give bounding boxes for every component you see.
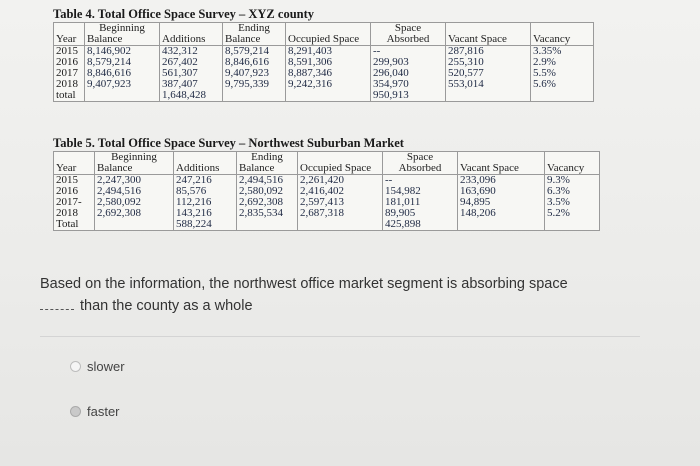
option-faster[interactable] [70,404,120,419]
table4-ending-col: 8,579,214 8,846,616 9,407,923 9,795,339 [223,46,286,102]
table4-year-col: 2015 2016 2017 2018 total [54,46,85,102]
option-faster-label: faster [87,404,120,419]
question-line-2: than the county as a whole [80,298,253,314]
table4-header-ending: Ending Balance [223,23,286,46]
question-text [40,273,640,317]
table5-caption: Table 5. Total Office Space Survey – Northwest Suburban Market [53,136,404,150]
table5-header-additions: Additions [174,152,237,175]
table4-header-vacant: Vacant Space [446,23,531,46]
radio-slower-icon[interactable] [70,361,81,372]
table4-caption: Table 4. Total Office Space Survey – XYZ county [53,7,315,21]
table4-header-occupied: Occupied Space [286,23,371,46]
table5-header-ending: Ending Balance [237,152,298,175]
divider [40,336,640,337]
table4-vacancy-col: 3.35% 2.9% 5.5% 5.6% [531,46,594,102]
table5-header-occupied: Occupied Space [298,152,383,175]
table5 [53,151,600,231]
table5-header-row [54,152,600,175]
answer-blank [40,309,74,310]
table4-body-row [54,46,594,102]
table4-header-additions: Additions [160,23,223,46]
table4-header-row [54,23,594,46]
table4 [53,22,594,102]
question-line-2-wrap [40,295,640,317]
table4-block [53,7,594,102]
table5-header-vacant: Vacant Space [458,152,545,175]
table5-block [53,136,600,231]
table5-occupied-col: 2,261,420 2,416,402 2,597,413 2,687,318 [298,175,383,231]
table5-header-vacancy: Vacancy [545,152,600,175]
table5-year-col: 2015 2016 2017- 2018 Total [54,175,95,231]
table5-ending-col: 2,494,516 2,580,092 2,692,308 2,835,534 [237,175,298,231]
table5-body-row [54,175,600,231]
table4-header-beginning: Beginning Balance [85,23,160,46]
question-line-1: Based on the information, the northwest office market segment is absorbing space [40,276,568,292]
option-slower[interactable] [70,359,125,374]
table5-absorbed-col: -- 154,982 181,011 89,905 425,898 [383,175,458,231]
table4-beginning-col: 8,146,902 8,579,214 8,846,616 9,407,923 [85,46,160,102]
table5-header-beginning: Beginning Balance [95,152,174,175]
option-slower-label: slower [87,359,125,374]
table4-header-vacancy: Vacancy [531,23,594,46]
table4-occupied-col: 8,291,403 8,591,306 8,887,346 9,242,316 [286,46,371,102]
radio-faster-icon[interactable] [70,406,81,417]
table5-vacant-col: 233,096 163,690 94,895 148,206 [458,175,545,231]
table5-header-year: Year [54,152,95,175]
table4-vacant-col: 287,816 255,310 520,577 553,014 [446,46,531,102]
table5-beginning-col: 2,247,300 2,494,516 2,580,092 2,692,308 [95,175,174,231]
table4-header-year: Year [54,23,85,46]
table5-header-absorbed: Space Absorbed [383,152,458,175]
table4-additions-col: 432,312 267,402 561,307 387,407 1,648,428 [160,46,223,102]
table5-vacancy-col: 9.3% 6.3% 3.5% 5.2% [545,175,600,231]
table4-header-absorbed: Space Absorbed [371,23,446,46]
table4-absorbed-col: -- 299,903 296,040 354,970 950,913 [371,46,446,102]
table5-additions-col: 247,216 85,576 112,216 143,216 588,224 [174,175,237,231]
